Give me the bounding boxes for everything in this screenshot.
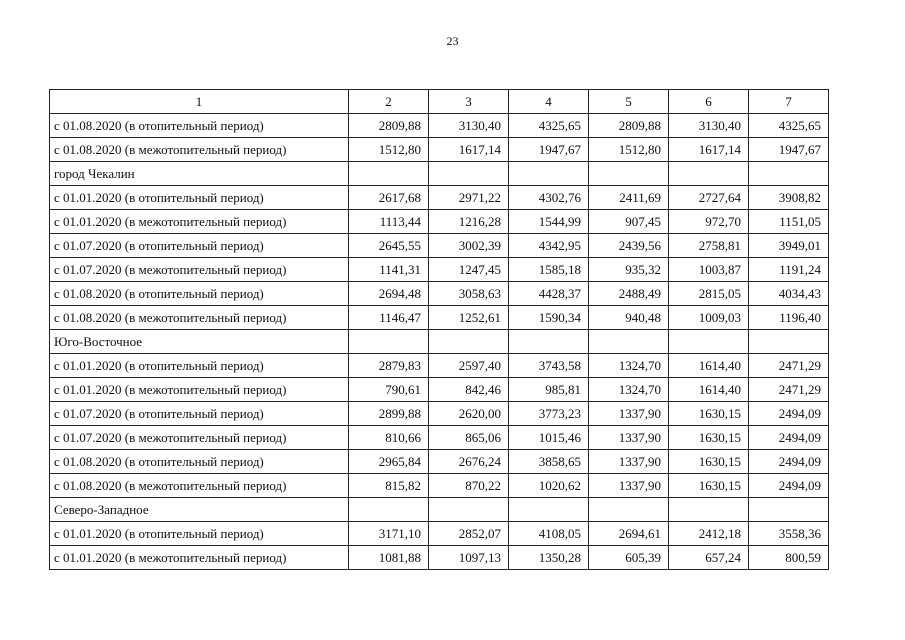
value-cell: 1216,28	[429, 210, 509, 234]
value-cell: 1630,15	[669, 426, 749, 450]
value-cell: 2727,64	[669, 186, 749, 210]
table-row	[50, 282, 829, 306]
value-cell: 2412,18	[669, 522, 749, 546]
value-cell	[429, 498, 509, 522]
value-cell: 4302,76	[509, 186, 589, 210]
table-row	[50, 522, 829, 546]
value-cell: 1512,80	[349, 138, 429, 162]
value-cell: 2494,09	[749, 402, 829, 426]
table-header-cell: 7	[749, 90, 829, 114]
value-cell: 1350,28	[509, 546, 589, 570]
value-cell: 1146,47	[349, 306, 429, 330]
table-row	[50, 114, 829, 138]
value-cell: 4342,95	[509, 234, 589, 258]
table-header-cell: 2	[349, 90, 429, 114]
value-cell: 2597,40	[429, 354, 509, 378]
group-label-cell: Северо-Западное	[50, 498, 349, 522]
value-cell: 1097,13	[429, 546, 509, 570]
table-header-cell: 4	[509, 90, 589, 114]
period-label-cell: с 01.07.2020 (в межотопительный период)	[50, 258, 349, 282]
value-cell	[429, 162, 509, 186]
value-cell: 2758,81	[669, 234, 749, 258]
value-cell: 2488,49	[589, 282, 669, 306]
value-cell: 940,48	[589, 306, 669, 330]
value-cell	[349, 330, 429, 354]
table-row	[50, 186, 829, 210]
value-cell	[349, 498, 429, 522]
value-cell: 1614,40	[669, 378, 749, 402]
value-cell: 2645,55	[349, 234, 429, 258]
value-cell: 3002,39	[429, 234, 509, 258]
value-cell: 3949,01	[749, 234, 829, 258]
period-label-cell: с 01.01.2020 (в отопительный период)	[50, 186, 349, 210]
value-cell: 1512,80	[589, 138, 669, 162]
value-cell: 1009,03	[669, 306, 749, 330]
value-cell: 1252,61	[429, 306, 509, 330]
value-cell	[749, 330, 829, 354]
value-cell	[669, 498, 749, 522]
period-label-cell: с 01.01.2020 (в межотопительный период)	[50, 378, 349, 402]
value-cell: 4325,65	[749, 114, 829, 138]
period-label-cell: с 01.08.2020 (в межотопительный период)	[50, 138, 349, 162]
value-cell	[589, 498, 669, 522]
table-header-cell: 3	[429, 90, 509, 114]
value-cell: 1947,67	[749, 138, 829, 162]
value-cell: 1324,70	[589, 354, 669, 378]
value-cell: 3773,23	[509, 402, 589, 426]
value-cell	[509, 498, 589, 522]
value-cell: 1015,46	[509, 426, 589, 450]
value-cell: 605,39	[589, 546, 669, 570]
value-cell: 2809,88	[349, 114, 429, 138]
value-cell: 1337,90	[589, 450, 669, 474]
table-row	[50, 546, 829, 570]
value-cell: 2676,24	[429, 450, 509, 474]
value-cell: 865,06	[429, 426, 509, 450]
value-cell	[589, 330, 669, 354]
table-header-cell: 1	[50, 90, 349, 114]
table-row	[50, 210, 829, 234]
value-cell: 3558,36	[749, 522, 829, 546]
value-cell	[669, 330, 749, 354]
table-row	[50, 402, 829, 426]
value-cell: 810,66	[349, 426, 429, 450]
period-label-cell: с 01.08.2020 (в межотопительный период)	[50, 306, 349, 330]
value-cell: 1614,40	[669, 354, 749, 378]
value-cell: 2471,29	[749, 378, 829, 402]
value-cell: 4108,05	[509, 522, 589, 546]
value-cell: 2809,88	[589, 114, 669, 138]
value-cell: 1113,44	[349, 210, 429, 234]
value-cell: 3743,58	[509, 354, 589, 378]
value-cell	[429, 330, 509, 354]
value-cell	[509, 162, 589, 186]
value-cell: 2494,09	[749, 474, 829, 498]
table-row	[50, 450, 829, 474]
table-row	[50, 306, 829, 330]
period-label-cell: с 01.07.2020 (в отопительный период)	[50, 234, 349, 258]
tariff-table	[49, 89, 829, 570]
period-label-cell: с 01.01.2020 (в межотопительный период)	[50, 546, 349, 570]
period-label-cell: с 01.08.2020 (в межотопительный период)	[50, 474, 349, 498]
value-cell: 2411,69	[589, 186, 669, 210]
table-group-row	[50, 162, 829, 186]
value-cell: 985,81	[509, 378, 589, 402]
table-row	[50, 258, 829, 282]
value-cell: 935,32	[589, 258, 669, 282]
value-cell: 1630,15	[669, 450, 749, 474]
period-label-cell: с 01.08.2020 (в отопительный период)	[50, 450, 349, 474]
page-number: 23	[446, 34, 459, 48]
value-cell: 2899,88	[349, 402, 429, 426]
value-cell: 3858,65	[509, 450, 589, 474]
value-cell: 1337,90	[589, 474, 669, 498]
value-cell: 2494,09	[749, 426, 829, 450]
tariff-table-body	[50, 90, 829, 570]
value-cell: 1141,31	[349, 258, 429, 282]
group-label-cell: Юго-Восточное	[50, 330, 349, 354]
value-cell: 1630,15	[669, 402, 749, 426]
value-cell	[349, 162, 429, 186]
value-cell: 3908,82	[749, 186, 829, 210]
value-cell: 1337,90	[589, 426, 669, 450]
period-label-cell: с 01.01.2020 (в межотопительный период)	[50, 210, 349, 234]
group-label-cell: город Чекалин	[50, 162, 349, 186]
table-row	[50, 138, 829, 162]
period-label-cell: с 01.08.2020 (в отопительный период)	[50, 114, 349, 138]
value-cell: 790,61	[349, 378, 429, 402]
value-cell: 1151,05	[749, 210, 829, 234]
value-cell: 1020,62	[509, 474, 589, 498]
value-cell: 1191,24	[749, 258, 829, 282]
period-label-cell: с 01.07.2020 (в межотопительный период)	[50, 426, 349, 450]
value-cell: 1617,14	[669, 138, 749, 162]
value-cell	[749, 498, 829, 522]
value-cell: 1324,70	[589, 378, 669, 402]
value-cell: 2494,09	[749, 450, 829, 474]
value-cell: 2471,29	[749, 354, 829, 378]
period-label-cell: с 01.07.2020 (в отопительный период)	[50, 402, 349, 426]
value-cell: 2439,56	[589, 234, 669, 258]
value-cell: 1590,34	[509, 306, 589, 330]
table-header-cell: 5	[589, 90, 669, 114]
table-row	[50, 426, 829, 450]
table-row	[50, 234, 829, 258]
value-cell: 1947,67	[509, 138, 589, 162]
value-cell: 3171,10	[349, 522, 429, 546]
table-row	[50, 474, 829, 498]
value-cell	[669, 162, 749, 186]
value-cell	[509, 330, 589, 354]
value-cell: 3130,40	[429, 114, 509, 138]
value-cell: 1081,88	[349, 546, 429, 570]
value-cell: 2694,48	[349, 282, 429, 306]
table-row	[50, 354, 829, 378]
value-cell: 1544,99	[509, 210, 589, 234]
value-cell: 2852,07	[429, 522, 509, 546]
period-label-cell: с 01.08.2020 (в отопительный период)	[50, 282, 349, 306]
value-cell: 1196,40	[749, 306, 829, 330]
value-cell: 3058,63	[429, 282, 509, 306]
value-cell	[749, 162, 829, 186]
value-cell: 1337,90	[589, 402, 669, 426]
value-cell: 842,46	[429, 378, 509, 402]
value-cell: 4034,43	[749, 282, 829, 306]
value-cell: 870,22	[429, 474, 509, 498]
value-cell: 4428,37	[509, 282, 589, 306]
value-cell: 1585,18	[509, 258, 589, 282]
value-cell: 657,24	[669, 546, 749, 570]
value-cell: 2965,84	[349, 450, 429, 474]
period-label-cell: с 01.01.2020 (в отопительный период)	[50, 522, 349, 546]
value-cell: 2617,68	[349, 186, 429, 210]
value-cell: 1630,15	[669, 474, 749, 498]
value-cell: 815,82	[349, 474, 429, 498]
value-cell: 2971,22	[429, 186, 509, 210]
value-cell: 2694,61	[589, 522, 669, 546]
value-cell: 2620,00	[429, 402, 509, 426]
table-header-cell: 6	[669, 90, 749, 114]
value-cell: 2815,05	[669, 282, 749, 306]
table-header-row	[50, 90, 829, 114]
value-cell: 1617,14	[429, 138, 509, 162]
period-label-cell: с 01.01.2020 (в отопительный период)	[50, 354, 349, 378]
value-cell: 907,45	[589, 210, 669, 234]
value-cell: 3130,40	[669, 114, 749, 138]
value-cell: 1247,45	[429, 258, 509, 282]
table-group-row	[50, 330, 829, 354]
value-cell: 972,70	[669, 210, 749, 234]
table-group-row	[50, 498, 829, 522]
table-row	[50, 378, 829, 402]
value-cell: 800,59	[749, 546, 829, 570]
value-cell	[589, 162, 669, 186]
value-cell: 2879,83	[349, 354, 429, 378]
value-cell: 1003,87	[669, 258, 749, 282]
value-cell: 4325,65	[509, 114, 589, 138]
